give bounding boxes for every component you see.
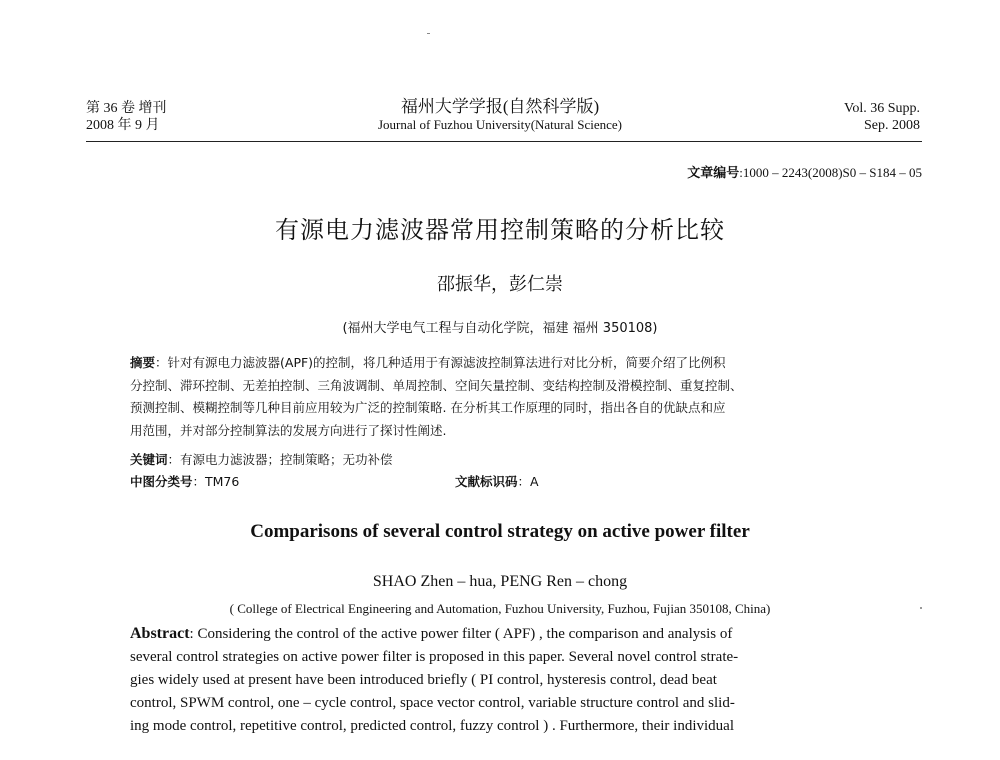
abstract-en-label: Abstract	[130, 625, 190, 642]
scan-speck	[427, 33, 430, 34]
abstract-cn-line: 摘要：针对有源电力滤波器(APF)的控制，将几种适用于有源滤波控制算法进行对比分析，简要介绍了比例积	[130, 355, 726, 370]
keywords-value: ：有源电力滤波器；控制策略；无功补偿	[167, 452, 393, 467]
article-number-label: 文章编号	[687, 166, 740, 181]
article-number	[687, 162, 922, 181]
abstract-en-line: gies widely used at present have been introduced briefly ( PI control, hysteresis control, dead beat	[130, 672, 717, 688]
keywords	[130, 450, 393, 468]
volume-en: Vol. 36 Supp.	[844, 101, 920, 116]
issue-date: 2008 年 9 月	[86, 118, 160, 133]
affiliation-cn: (福州大学电气工程与自动化学院，福建 福州 350108)	[342, 321, 658, 336]
document-code	[455, 472, 539, 490]
header-left	[86, 100, 167, 134]
classification-label: 中图分类号	[130, 474, 193, 489]
keywords-label: 关键词	[130, 452, 168, 467]
document-code-value: ：A	[517, 474, 539, 489]
authors-cn: 邵振华，彭仁崇	[437, 274, 563, 295]
abstract-cn-label: 摘要	[130, 355, 156, 370]
affiliation-en: ( College of Electrical Engineering and Automation, Fuzhou University, Fuzhou, Fujian 350108, China)	[229, 601, 771, 616]
header-center	[300, 97, 700, 132]
article-number-value: :1000 – 2243(2008)S0 – S184 – 05	[739, 165, 922, 180]
journal-title-en: Journal of Fuzhou University(Natural Science)	[377, 117, 623, 132]
abstract-cn	[130, 352, 885, 442]
date-en: Sep. 2008	[864, 118, 920, 133]
paper-title-en: Comparisons of several control strategy on active power filter	[250, 521, 750, 542]
abstract-en-line: control, SPWM control, one – cycle control, space vector control, variable structure control and slid-	[130, 695, 735, 711]
abstract-en-line: several control strategies on active power filter is proposed in this paper. Several novel control strate-	[130, 649, 739, 665]
volume-label: 第 36 卷 增刊	[86, 101, 167, 116]
abstract-cn-line: 用范围，并对部分控制算法的发展方向进行了探讨性阐述.	[130, 422, 447, 438]
paper-title-cn: 有源电力滤波器常用控制策略的分析比较	[275, 216, 725, 244]
classification-value: ：TM76	[192, 474, 240, 489]
header-rule	[86, 141, 922, 142]
abstract-en-line: ing mode control, repetitive control, predicted control, fuzzy control ) . Furthermore, their individual	[130, 718, 734, 734]
abstract-en-line: Abstract: Considering the control of the active power filter ( APF) , the comparison and analysis of	[130, 625, 733, 642]
abstract-en	[130, 622, 887, 738]
abstract-cn-line: 预测控制、模糊控制等几种目前应用较为广泛的控制策略. 在分析其工作原理的同时，指出各自的优缺点和应	[130, 400, 726, 415]
header-right	[844, 100, 920, 134]
authors-en: SHAO Zhen – hua, PENG Ren – chong	[372, 573, 628, 590]
document-code-label: 文献标识码	[455, 474, 518, 489]
abstract-cn-line: 分控制、滞环控制、无差拍控制、三角波调制、单周控制、空间矢量控制、变结构控制及滑模控制、重复控制、	[130, 377, 743, 393]
classification-number	[130, 472, 239, 490]
journal-title-cn: 福州大学学报(自然科学版)	[400, 97, 600, 116]
